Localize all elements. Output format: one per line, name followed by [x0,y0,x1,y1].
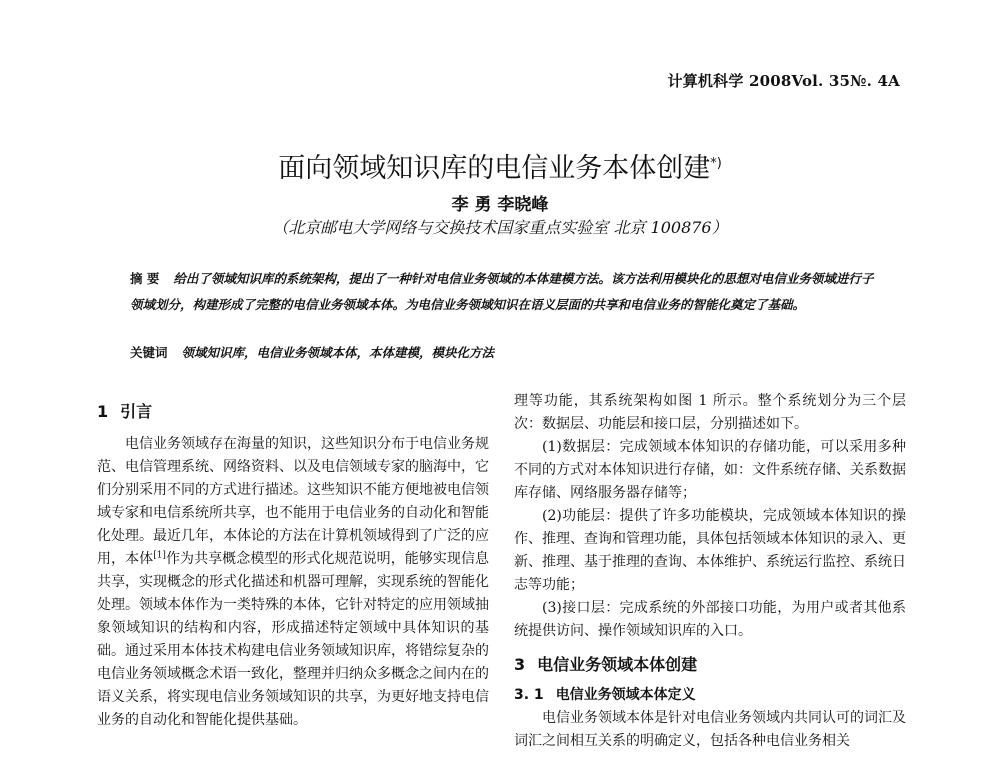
section-title: 电信业务领域本体创建 [537,655,698,674]
affiliation: （北京邮电大学网络与交换技术国家重点实验室 北京 100876） [272,218,728,237]
keywords-label: 关键词 [130,345,168,360]
subsection-number: 3. 1 [514,687,544,703]
section-heading-ontology-creation [514,653,906,676]
definition-paragraph: 电信业务领域本体是针对电信业务领域内共同认可的词汇及词汇之间相互关系的明确定义，包括各种电信业务相关 [514,710,906,749]
title-footnote-mark: *) [710,156,722,172]
section-number: 1 [97,402,109,421]
list-item-data-layer: (1)数据层：完成领域本体知识的存储功能，可以采用多种不同的方式对本体知识进行存储，如：文件系统存储、关系数据库存储、网络服务器存储等； [514,439,906,501]
citation-ref: [1] [153,550,166,561]
section-heading-introduction [97,400,489,423]
abstract-label: 摘 要 [130,271,160,286]
abstract [130,266,875,318]
architecture-continuation: 理等功能，其系统架构如图 1 所示。整个系统划分为三个层次：数据层、功能层和接口层，分别描述如下。 [514,393,906,432]
keywords [130,343,875,361]
intro-text-part2: 作为共享概念模型的形式化规范说明，能够实现信息共享，实现概念的形式化描述和机器可理解，实现系统的智能化处理。领域本体作为一类特殊的本体，它针对特定的应用领域抽象领域知识的结构和内容，形成描述特定领域中具体知识的基础。通过采用本体技术构建电信业务领域知识库，将错综复杂的电信业务领域概念术语一致化，整理并归纳众多概念之间内在的语义关系，将实现电信业务领域知识的共享，为更好地支持电信业务的自动化和智能化提供基础。 [97,551,490,728]
subsection-heading-definition [514,684,906,707]
journal-header: 计算机科学 2008Vol. 35№. 4A [667,72,900,90]
list-item-interface-layer: (3)接口层：完成系统的外部接口功能，为用户或者其他系统提供访问、操作领域知识库的入口。 [514,600,906,639]
intro-text-part1: 电信业务领域存在海量的知识，这些知识分布于电信业务规范、电信管理系统、网络资料、以及电信领域专家的脑海中，它们分别采用不同的方式进行描述。这些知识不能方便地被电信领域专家和电信系统所共享，也不能用于电信业务的自动化和智能化处理。最近几年，本体论的方法在计算机领域得到了广泛的应用，本体 [97,436,489,567]
abstract-text: 给出了领域知识库的系统架构，提出了一种针对电信业务领域的本体建模方法。该方法利用模块化的思想对电信业务领域进行子领域划分，构建形成了完整的电信业务领域本体。为电信业务领域知识在语义层面的共享和电信业务的智能化奠定了基础。 [130,271,874,312]
right-column [514,390,906,753]
paper-title-text: 面向领域知识库的电信业务本体创建 [278,153,711,185]
left-column [97,390,489,732]
authors: 李 勇 李晓峰 [451,195,549,215]
list-item-function-layer: (2)功能层：提供了许多功能模块，完成领域本体知识的操作、推理、查询和管理功能，具体包括领域本体知识的录入、更新、推理、基于推理的查询、本体维护、系统运行监控、系统日志等功能； [514,508,906,593]
paper-title [0,146,1000,185]
intro-paragraph [97,433,489,732]
section-title: 引言 [120,402,153,421]
section-number: 3 [514,655,526,674]
keywords-text: 领域知识库，电信业务领域本体，本体建模，模块化方法 [181,345,495,360]
subsection-title: 电信业务领域本体定义 [555,687,696,703]
